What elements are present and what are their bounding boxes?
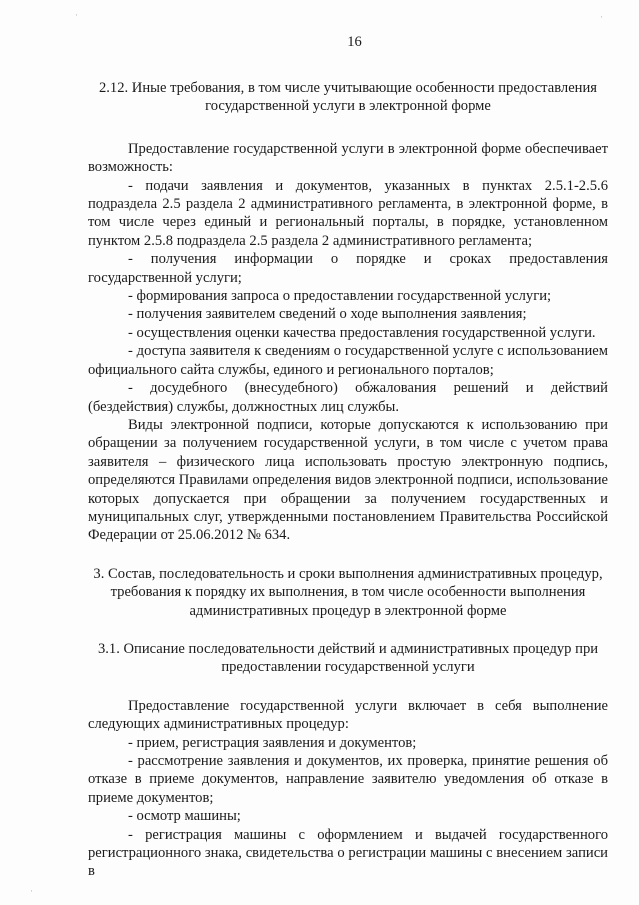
list-item: - осмотр машины; — [128, 808, 241, 825]
list-item: - подачи заявления и документов, указанных в пунктах 2.5.1-2.5.6 подраздела 2.5 раздела 2 административного регламента, в электронной форме, в том числе через единый и региональный порталы, в порядке, установленном пунктом 2.5.8 подраздела 2.5 раздела 2 административного регламента; — [88, 177, 608, 249]
scan-speck: · — [30, 886, 33, 896]
list-item: - формирования запроса о предоставлении государственной услуги; — [128, 288, 552, 305]
list-item: - получения заявителем сведений о ходе выполнения заявления; — [128, 306, 527, 323]
section-3-1-intro: Предоставление государственной услуги включает в себя выполнение следующих административных процедур: — [88, 697, 608, 733]
page-number: 16 — [347, 34, 362, 50]
section-2-12-heading: 2.12. Иные требования, в том числе учитывающие особенности предоставления государственной услуги в электронной форме — [98, 80, 598, 115]
signature-paragraph: Виды электронной подписи, которые допускаются к использованию при обращении за получением государственной услуги, в том числе с учетом права заявителя – физического лица использовать простую электронную подпись, определяются Правилами определения видов электронной подписи, использование которых допускается при обращении за получением государственных и муниципальных слуг, утвержденными постановлением Правительства Российской Федерации от 25.06.2012 № 634. — [88, 416, 608, 544]
list-item: - регистрация машины с оформлением и выдачей государственного регистрационного знака, свидетельства о регистрации машины с внесением записи в — [88, 826, 608, 880]
list-item: - рассмотрение заявления и документов, их проверка, принятие решения об отказе в приеме документов, направление заявителю уведомления об отказе в приеме документов; — [88, 753, 608, 806]
scan-speck: · — [600, 12, 603, 22]
document-body — [88, 79, 608, 881]
list-item: - получения информации о порядке и сроках предоставления государственной услуги; — [88, 251, 608, 286]
list-item: - прием, регистрация заявления и документов; — [128, 734, 417, 751]
section-3-1-heading: 3.1. Описание последовательности действий и административных процедур при предоставлении государственной услуги — [97, 640, 599, 676]
list-item: - доступа заявителя к сведениям о государственной услуге с использованием официального сайта службы, единого и регионального порталов; — [88, 343, 608, 378]
section-3-heading: 3. Состав, последовательность и сроки выполнения административных процедур, требования к порядку их выполнения, в том числе особенности выполнения административных процедур в электронной форме — [93, 565, 603, 619]
list-item: - досудебного (внесудебного) обжалования решений и действий (бездействия) службы, должностных лиц службы. — [88, 380, 608, 415]
list-item: - осуществления оценки качества предоставления государственной услуги. — [128, 324, 596, 341]
scan-speck: · — [75, 10, 78, 20]
section-2-12-intro: Предоставление государственной услуги в электронной форме обеспечивает возможность: — [88, 140, 608, 176]
